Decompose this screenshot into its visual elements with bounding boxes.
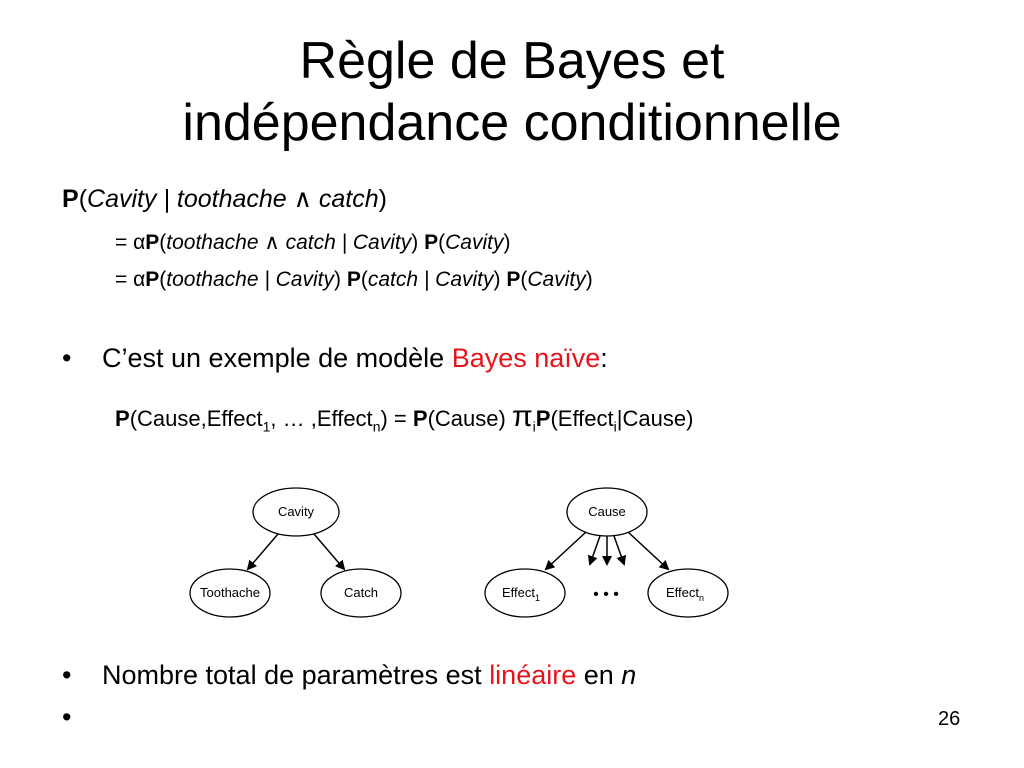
edge-cause-effect-1 bbox=[546, 532, 586, 569]
highlight-text: Bayes naïve bbox=[451, 343, 601, 373]
bullet-marker: • bbox=[62, 702, 72, 732]
given-bar: | bbox=[156, 185, 177, 213]
variable-n: n bbox=[621, 660, 637, 690]
subscript: i bbox=[532, 418, 536, 435]
subscript: 1 bbox=[262, 418, 271, 435]
cause-network bbox=[485, 488, 728, 617]
equation-line-1: = αP(toothache ∧ catch | Cavity) P(Cavity) bbox=[115, 231, 511, 254]
bullet-marker: • bbox=[62, 343, 72, 373]
formula-part: , … ,Effect bbox=[270, 406, 373, 431]
title-line-1: Règle de Bayes et bbox=[299, 32, 725, 90]
prob-symbol: P bbox=[62, 185, 79, 213]
bullet-text-mid: en bbox=[576, 660, 622, 690]
edge-cause-effect-2 bbox=[590, 536, 600, 564]
given-bar: | bbox=[418, 268, 436, 291]
formula-part: |Cause) bbox=[616, 406, 694, 431]
formula-part: (Cause,Effect bbox=[129, 406, 263, 431]
naive-bayes-formula bbox=[115, 400, 693, 434]
var-toothache: toothache bbox=[166, 268, 259, 291]
var-cavity: Cavity bbox=[435, 268, 494, 291]
formula-part: (Effect bbox=[550, 406, 614, 431]
bullet-text: Nombre total de paramètres est bbox=[102, 660, 490, 690]
cavity-network bbox=[190, 488, 401, 617]
prob-symbol: P bbox=[145, 268, 160, 291]
paren: ) bbox=[378, 185, 387, 213]
var-cavity: Cavity bbox=[352, 231, 412, 254]
prob-symbol: P bbox=[535, 406, 551, 431]
node-catch-label: Catch bbox=[344, 585, 378, 600]
prob-symbol: P bbox=[115, 406, 130, 431]
prob-symbol: P bbox=[145, 231, 160, 254]
edge-cause-effect-4 bbox=[614, 536, 624, 564]
bullet-naive-bayes bbox=[62, 343, 608, 374]
edge-cavity-toothache bbox=[248, 534, 278, 569]
bullet-parameters bbox=[62, 660, 636, 691]
prob-symbol: P bbox=[506, 268, 521, 291]
edge-cause-effect-n bbox=[628, 532, 668, 569]
var-catch: catch bbox=[367, 268, 419, 291]
prob-symbol: P bbox=[346, 268, 361, 291]
node-toothache-label: Toothache bbox=[200, 585, 260, 600]
equation-line-2: = αP(toothache | Cavity) P(catch | Cavity) P(Cavity) bbox=[115, 268, 593, 291]
var-cavity: Cavity bbox=[527, 268, 586, 291]
formula-part: ) = bbox=[380, 406, 413, 431]
highlight-text: linéaire bbox=[489, 660, 577, 690]
effect-label: Effect bbox=[501, 585, 535, 600]
given-bar: | bbox=[258, 268, 276, 291]
edge-cavity-catch bbox=[314, 534, 344, 569]
equals-alpha: = α bbox=[115, 231, 146, 254]
var-cavity: Cavity bbox=[275, 268, 334, 291]
var-toothache: toothache bbox=[166, 231, 259, 254]
paren: ( bbox=[78, 185, 88, 213]
page-number: 26 bbox=[938, 708, 961, 730]
and-symbol: ∧ bbox=[286, 185, 319, 213]
bullet-marker: • bbox=[62, 660, 72, 690]
product-symbol: π bbox=[511, 400, 533, 433]
prob-symbol: P bbox=[412, 406, 428, 431]
bayes-network-diagrams bbox=[180, 480, 750, 630]
bullet-empty bbox=[62, 702, 102, 733]
var-catch: catch bbox=[285, 231, 336, 254]
effect-subscript: 1 bbox=[535, 593, 541, 603]
bullet-text: C’est un exemple de modèle bbox=[102, 343, 452, 373]
effect-label: Effect bbox=[665, 585, 699, 600]
subscript: n bbox=[372, 418, 381, 435]
var-catch: catch bbox=[318, 185, 379, 213]
slide-title bbox=[0, 30, 1024, 154]
var-toothache: toothache bbox=[176, 185, 287, 213]
title-line-2: indépendance conditionnelle bbox=[182, 94, 842, 152]
prob-symbol: P bbox=[424, 231, 439, 254]
effect-subscript: n bbox=[699, 593, 705, 603]
and-symbol: ∧ bbox=[258, 231, 286, 254]
node-cause-label: Cause bbox=[588, 504, 626, 519]
formula-part: (Cause) bbox=[427, 406, 512, 431]
node-cavity-label: Cavity bbox=[277, 504, 315, 519]
var-cavity: Cavity bbox=[87, 185, 157, 213]
ellipsis-dots: • • • bbox=[593, 586, 619, 603]
given-bar: | bbox=[335, 231, 353, 254]
var-cavity: Cavity bbox=[445, 231, 504, 254]
equals-alpha: = α bbox=[115, 268, 146, 291]
equation-main bbox=[62, 184, 387, 214]
bullet-suffix: : bbox=[600, 343, 608, 373]
subscript: i bbox=[613, 418, 617, 435]
